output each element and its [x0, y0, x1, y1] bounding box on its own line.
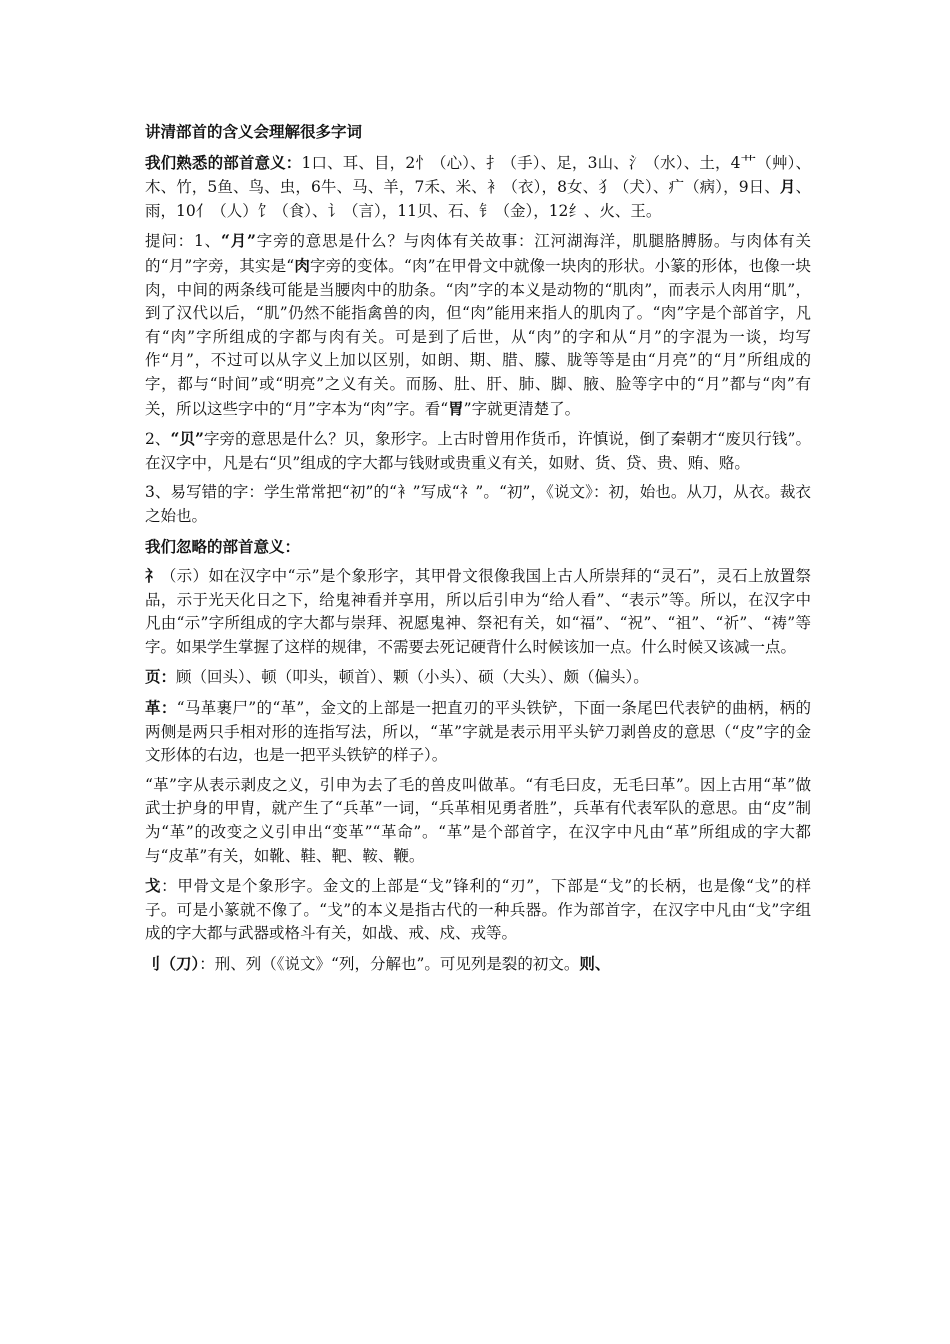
shi-radical-glyph: 礻	[145, 566, 161, 586]
question-2-paragraph	[145, 427, 811, 475]
document-page	[145, 120, 811, 983]
ge-radical-label: 革：	[145, 698, 177, 718]
q2-text: 字旁的意思是什么？贝，象形字。上古时曾用作货币，许慎说，倒了秦朝才“废贝行钱”。在汉字中，凡是右“贝”组成的字大都与钱财或贵重义有关，如财、货、贷、贵、贿、赂。	[145, 430, 811, 472]
q1-text-c: 字旁的意思是什么？与肉体有关故事：江河湖海洋，肌腿胳膊肠。与肉体有关的“月”字旁，其实是“	[145, 232, 811, 275]
question-3-paragraph: 3、易写错的字：学生常常把“初”的“衤”写成“礻”。“初”，《说文》：初，始也。从刀，从衣。裁衣之始也。	[145, 483, 811, 525]
q1-prefix: 提问：1、	[145, 232, 221, 251]
q1-meat-term: 肉	[294, 255, 311, 275]
question-1-paragraph	[145, 229, 811, 421]
dao-radical-tail: 则、	[579, 954, 611, 973]
q1-stomach-term: 胃	[448, 398, 464, 418]
dao-radical-label: 刂（刀）	[145, 954, 200, 973]
document-title: 讲清部首的含义会理解很多字词	[145, 122, 363, 141]
familiar-text-b: 、雨，10亻（人）饣（食）、讠（言），11贝、石、钅（金），12纟、火、王。	[145, 178, 811, 220]
familiar-radicals-paragraph	[145, 151, 811, 224]
ye-radical-label: 页：	[145, 667, 177, 687]
ge-radical-paragraph	[145, 696, 811, 768]
q1-text-g: ”字就更清楚了。	[463, 399, 581, 418]
q1-moon-term: “月”	[220, 231, 256, 251]
q2-shell-term: “贝”	[170, 429, 204, 449]
shi-radical-paragraph	[145, 564, 811, 659]
familiar-heading: 我们熟悉的部首意义：	[145, 152, 302, 172]
dao-radical-text: ：刑、列（《说文》“列，分解也”。可见列是裂的初文。	[199, 955, 580, 973]
familiar-text-a: 1口、耳、目，2忄（心）、扌（手）、足，3山、氵（水）、土，4艹（艸）、木、竹，5鱼、鸟、虫，6牛、马、羊，7禾、米、衤（衣），8女、犭（犬）、疒（病），9日、	[145, 153, 811, 197]
gewu-radical-paragraph	[145, 874, 811, 946]
ge-radical-paragraph-2: “革”字从表示剥皮之义，引申为去了毛的兽皮叫做革。“有毛曰皮，无毛曰革”。因上古用“革”做武士护身的甲胄，就产生了“兵革”一词，“兵革相见勇者胜”，兵革有代表军队的意思。由“皮”制为“革”的改变之义引申出“变革”“革命”。“革”是个部首字，在汉字中凡由“革”所组成的字大都与“皮革”有关，如靴、鞋、靶、鞍、鞭。	[145, 775, 811, 865]
shi-radical-text: （示）如在汉字中“示”是个象形字，其甲骨文很像我国上古人所崇拜的“灵石”，灵石上放置祭品，示于光天化日之下，给鬼神看并享用，所以后引申为“给人看”、“表示”等。所以，在汉字中凡由“示”字所组成的字大都与崇拜、祝愿鬼神、祭祀有关，如“福”、“祝”、“祖”、“祈”、“祷”等字。如果学生掌握了这样的规律，不需要去死记硬背什么时候该加一点。什么时候又该减一点。	[145, 567, 811, 656]
dao-radical-paragraph	[145, 952, 811, 977]
ge-radical-text: “马革裹尸”的“革”，金文的上部是一把直刃的平头铁铲，下面一条尾巴代表铲的曲柄，柄的两侧是两只手相对形的连指写法，所以，“革”字就是表示用平头铲刀剥兽皮的意思（“皮”字的金文形体的右边，也是一把平头铁铲的样子）。	[145, 699, 811, 765]
gewu-radical-text: ：甲骨文是个象形字。金文的上部是“戈”锋利的“刃”，下部是“戈”的长柄，也是像“戈”的样子。可是小篆就不像了。“戈”的本义是指古代的一种兵器。作为部首字，在汉字中凡由“戈”字组成的字大都与武器或格斗有关，如战、戒、戍、戎等。	[145, 877, 811, 943]
gewu-radical-label: 戈	[145, 876, 162, 896]
ye-radical-paragraph	[145, 665, 811, 690]
q2-prefix: 2、	[145, 430, 171, 449]
ignored-heading: 我们忽略的部首意义：	[145, 536, 301, 556]
ye-radical-text: 顾（回头）、顿（叩头，顿首）、颗（小头）、硕（大头）、颇（偏头）。	[176, 668, 649, 687]
q1-text-e: 字旁的变体。“肉”在甲骨文中就像一块肉的形状。小篆的形体，也像一块肉，中间的两条线可能是当腰肉中的肋条。“肉”字的本义是动物的“肌肉”，而表示人肉用“肌”，到了汉代以后，“肌”仍然不能指禽兽的肉，但“肉”能用来指人的肌肉了。“肉”字是个部首字，凡有“肉”字所组成的字都与肉有关。可是到了后世，从“肉”的字和从“月”的字混为一谈，均写作“月”，不过可以从字义上加以区别，如朗、期、腊、朦、胧等等是由“月亮”的“月”所组成的字，都与“时间”或“明亮”之义有关。而肠、肚、肝、肺、脚、腋、脸等字中的“月”都与“肉”有关，所以这些字中的“月”字本为“肉”字。看“	[145, 256, 811, 418]
moon-radical: 月	[779, 177, 796, 197]
